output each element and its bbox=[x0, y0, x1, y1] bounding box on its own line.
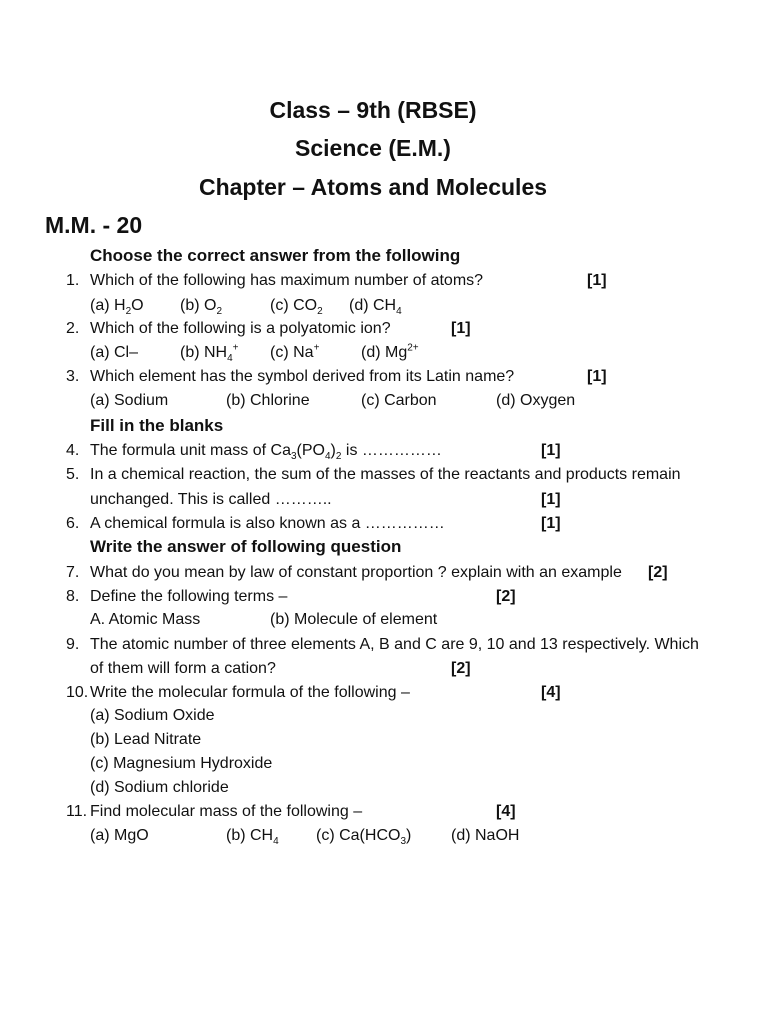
option-c: (c) Carbon bbox=[361, 392, 437, 409]
question-text-continued: unchanged. This is called ……….. bbox=[90, 491, 332, 508]
chapter-title: Chapter – Atoms and Molecules bbox=[198, 174, 548, 200]
option-b: (b) Molecule of element bbox=[270, 611, 438, 628]
marks-label: [2] bbox=[648, 564, 668, 581]
option-a: (a) MgO bbox=[90, 827, 149, 844]
question-number: 7. bbox=[66, 564, 80, 581]
question-text: Define the following terms – bbox=[90, 588, 288, 605]
option-c: (c) $Ca(HCO_3)$ bbox=[316, 827, 412, 848]
list-item: (d) Sodium chloride bbox=[90, 779, 229, 796]
option-a: A. Atomic Mass bbox=[90, 611, 201, 628]
option-a: (a) $H_2O$ bbox=[90, 297, 144, 318]
question-number: 11. bbox=[66, 803, 88, 820]
question-text: Which of the following is a polyatomic ion? bbox=[90, 320, 391, 337]
question-number: 10. bbox=[66, 684, 89, 701]
question-number: 3. bbox=[66, 368, 80, 385]
section-heading-mcq: Choose the correct answer from the following bbox=[90, 246, 461, 265]
question-number: 5. bbox=[66, 466, 80, 483]
question-text: Which of the following has maximum number of atoms? bbox=[90, 272, 484, 289]
option-a: (a) Cl– bbox=[90, 344, 139, 361]
question-number: 2. bbox=[66, 320, 80, 337]
class-title: Class – 9th (RBSE) bbox=[269, 97, 477, 123]
question-text: What do you mean by law of constant proportion ? explain with an example bbox=[90, 564, 622, 581]
marks-label: [1] bbox=[541, 491, 561, 508]
subject-title: Science (E.M.) bbox=[295, 135, 451, 161]
list-item: (a) Sodium Oxide bbox=[90, 707, 215, 724]
option-d: (d) NaOH bbox=[451, 827, 520, 844]
question-text: Write the molecular formula of the following – bbox=[90, 684, 410, 701]
marks-label: [1] bbox=[587, 368, 607, 385]
max-marks: M.M. - 20 bbox=[45, 212, 143, 238]
marks-label: [2] bbox=[451, 660, 471, 677]
question-text: Find molecular mass of the following – bbox=[90, 803, 363, 820]
option-a: (a) Sodium bbox=[90, 392, 169, 409]
option-c: (c) Na+ bbox=[270, 342, 320, 361]
marks-label: [4] bbox=[496, 803, 516, 820]
option-b: (b) $NH_4^+$ bbox=[180, 342, 239, 365]
question-number: 8. bbox=[66, 588, 80, 605]
option-d: (d) $CH_4$ bbox=[349, 297, 402, 318]
question-number: 4. bbox=[66, 442, 80, 459]
list-item: (b) Lead Nitrate bbox=[90, 731, 202, 748]
option-d: (d) $Mg^{2+}$ bbox=[361, 342, 419, 361]
marks-label: [1] bbox=[541, 515, 561, 532]
question-text: In a chemical reaction, the sum of the masses of the reactants and products remain bbox=[90, 466, 681, 483]
question-text: Which element has the symbol derived from its Latin name? bbox=[90, 368, 515, 385]
question-number: 6. bbox=[66, 515, 80, 532]
marks-label: [1] bbox=[451, 320, 471, 337]
marks-label: [2] bbox=[496, 588, 516, 605]
question-text: The atomic number of three elements A, B and C are 9, 10 and 13 respectively. Which bbox=[90, 636, 699, 653]
option-d: (d) Oxygen bbox=[496, 392, 576, 409]
section-heading-answers: Write the answer of following question bbox=[90, 537, 402, 556]
list-item: (c) Magnesium Hydroxide bbox=[90, 755, 273, 772]
question-text: A chemical formula is also known as a …………… bbox=[90, 515, 445, 532]
marks-label: [1] bbox=[587, 272, 607, 289]
marks-label: [1] bbox=[541, 442, 561, 459]
question-number: 1. bbox=[66, 272, 80, 289]
question-text-continued: of them will form a cation? bbox=[90, 660, 276, 677]
option-b: (b) Chlorine bbox=[226, 392, 310, 409]
question-text: The formula unit mass of $Ca_3(PO_4)_2$ is …………… bbox=[90, 442, 442, 463]
option-b: (b) $CH_4$ bbox=[226, 827, 279, 848]
section-heading-blanks: Fill in the blanks bbox=[90, 416, 224, 435]
question-number: 9. bbox=[66, 636, 80, 653]
option-b: (b) $O_2$ bbox=[180, 297, 223, 318]
marks-label: [4] bbox=[541, 684, 561, 701]
option-c: (c) $CO_2$ bbox=[270, 297, 323, 318]
